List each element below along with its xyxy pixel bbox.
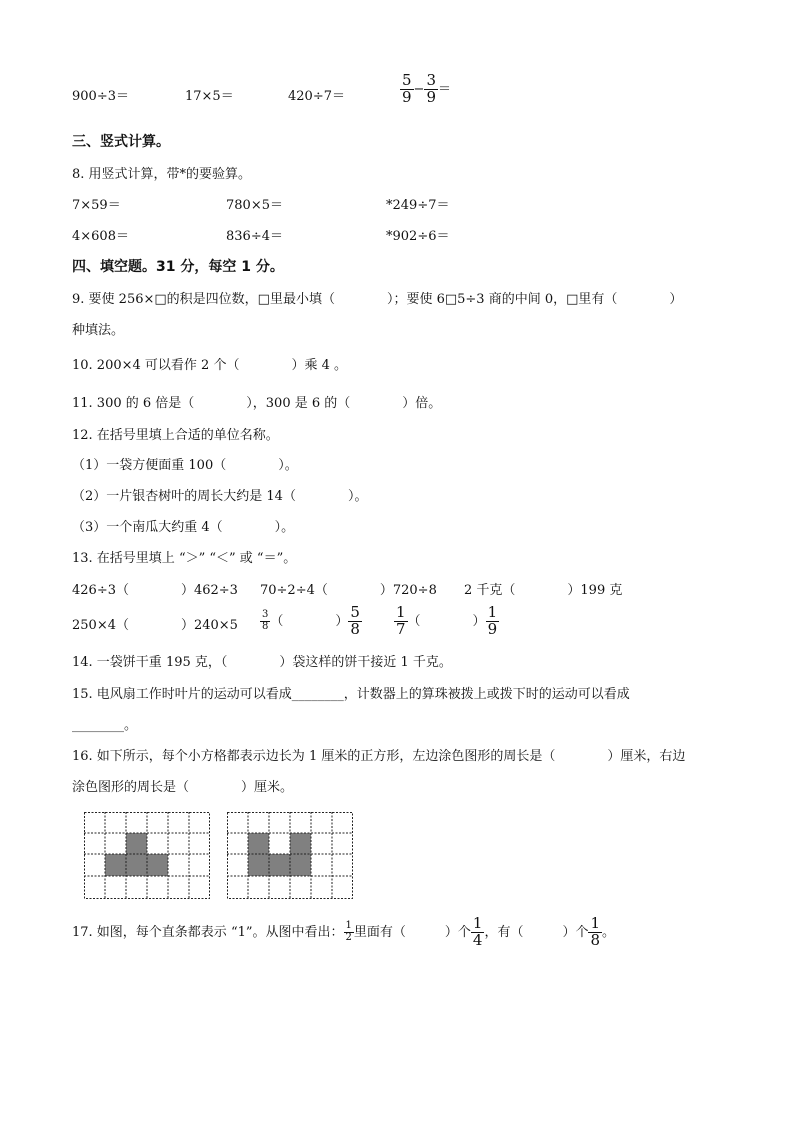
denominator: 8 [262,620,269,632]
question-11: 11. 300 的 6 倍是（ ），300 是 6 的（ ）倍。 [72,396,442,411]
question-9-line-2: 种填法。 [72,323,125,338]
numerator: 3 [426,71,436,89]
question-15-line-2: ________。 [72,718,138,733]
denominator: 8 [350,619,360,638]
vertical-calc-item: 836÷4＝ [226,229,283,244]
grid-lines [227,812,353,898]
numerator: 5 [350,603,360,621]
q17-text: 。 [602,924,616,940]
calc-420-div-7: 420÷7＝ [288,89,345,104]
q17-text: 17. 如图，每个直条都表示 “1”。从图中看出： [72,924,344,940]
fraction [486,605,500,638]
q17-text: 里面有（ ）个 [353,924,471,940]
denominator: 9 [426,87,436,106]
question-16-line-1: 16. 如下所示，每个小方格都表示边长为 1 厘米的正方形，左边涂色图形的周长是（ ）厘米，右边 [72,749,686,764]
question-14: 14. 一袋饼干重 195 克，（ ）袋这样的饼干接近 1 千克。 [72,655,452,670]
minus-sign: − [413,81,425,97]
vertical-calc-item: 4×608＝ [72,229,129,244]
fraction-subtraction [400,73,451,106]
question-8: 8. 用竖式计算，带*的要验算。 [72,167,252,182]
fraction [348,605,362,638]
numerator: 5 [402,71,412,89]
question-12-part-2: （2）一片银杏树叶的周长大约是 14（ ）。 [72,489,368,504]
denominator: 8 [590,930,601,949]
numerator: 1 [487,603,498,621]
calc-900-div-3: 900÷3＝ [72,89,129,104]
question-12-part-1: （1）一袋方便面重 100（ ）。 [72,458,298,473]
vertical-calc-item: *249÷7＝ [386,198,450,213]
denominator: 4 [472,930,483,949]
fraction [344,921,354,943]
q17-text: ，有（ ）个 [484,924,589,940]
fraction [400,73,414,106]
denominator: 9 [402,87,412,106]
grid-lines [84,812,210,898]
denominator: 7 [396,619,406,638]
numerator: 3 [262,609,269,621]
compare-fraction-item [394,605,499,638]
question-10: 10. 200×4 可以看作 2 个（ ）乘 4 。 [72,358,347,373]
vertical-calc-item: *902÷6＝ [386,229,450,244]
fraction [260,610,270,632]
section-4-title: 四、填空题。31 分，每空 1 分。 [72,259,284,275]
numerator: 1 [472,914,483,932]
vertical-calc-item: 7×59＝ [72,198,121,213]
left-grid-figure [84,812,212,900]
question-9-line-1: 9. 要使 256×□的积是四位数，□里最小填（ ）；要使 6□5÷3 商的中间 0，□里有（ ） [72,292,683,307]
numerator: 1 [396,603,406,621]
fraction [588,916,602,949]
numerator: 1 [345,920,352,932]
compare-item: 250×4（ ）240×5 [72,618,238,633]
answer-blank[interactable]: （ ） [270,613,349,629]
denominator: 2 [345,931,352,943]
answer-blank[interactable]: （ ） [407,613,486,629]
question-17 [72,916,615,949]
question-12: 12. 在括号里填上合适的单位名称。 [72,428,279,443]
compare-fraction-item [260,605,362,638]
fraction [394,605,408,638]
fraction [471,916,485,949]
fraction [424,73,438,106]
compare-item: 70÷2÷4（ ）720÷8 [260,583,437,598]
vertical-calc-item: 780×5＝ [226,198,283,213]
compare-item: 426÷3（ ）462÷3 [72,583,238,598]
equals-sign: ＝ [438,81,452,97]
calc-17-times-5: 17×5＝ [185,89,234,104]
section-3-title: 三、竖式计算。 [72,134,170,150]
compare-item: 2 千克（ ）199 克 [464,583,623,598]
question-15-line-1: 15. 电风扇工作时叶片的运动可以看成________，计数器上的算珠被拨上或拨下时的运动可以看成 [72,687,630,702]
right-grid-figure [227,812,355,900]
numerator: 1 [590,914,601,932]
question-16-line-2: 涂色图形的周长是（ ）厘米。 [72,780,294,795]
question-13: 13. 在括号里填上 “＞” “＜” 或 “＝”。 [72,551,297,566]
denominator: 9 [487,619,498,638]
question-12-part-3: （3）一个南瓜大约重 4（ ）。 [72,520,295,535]
